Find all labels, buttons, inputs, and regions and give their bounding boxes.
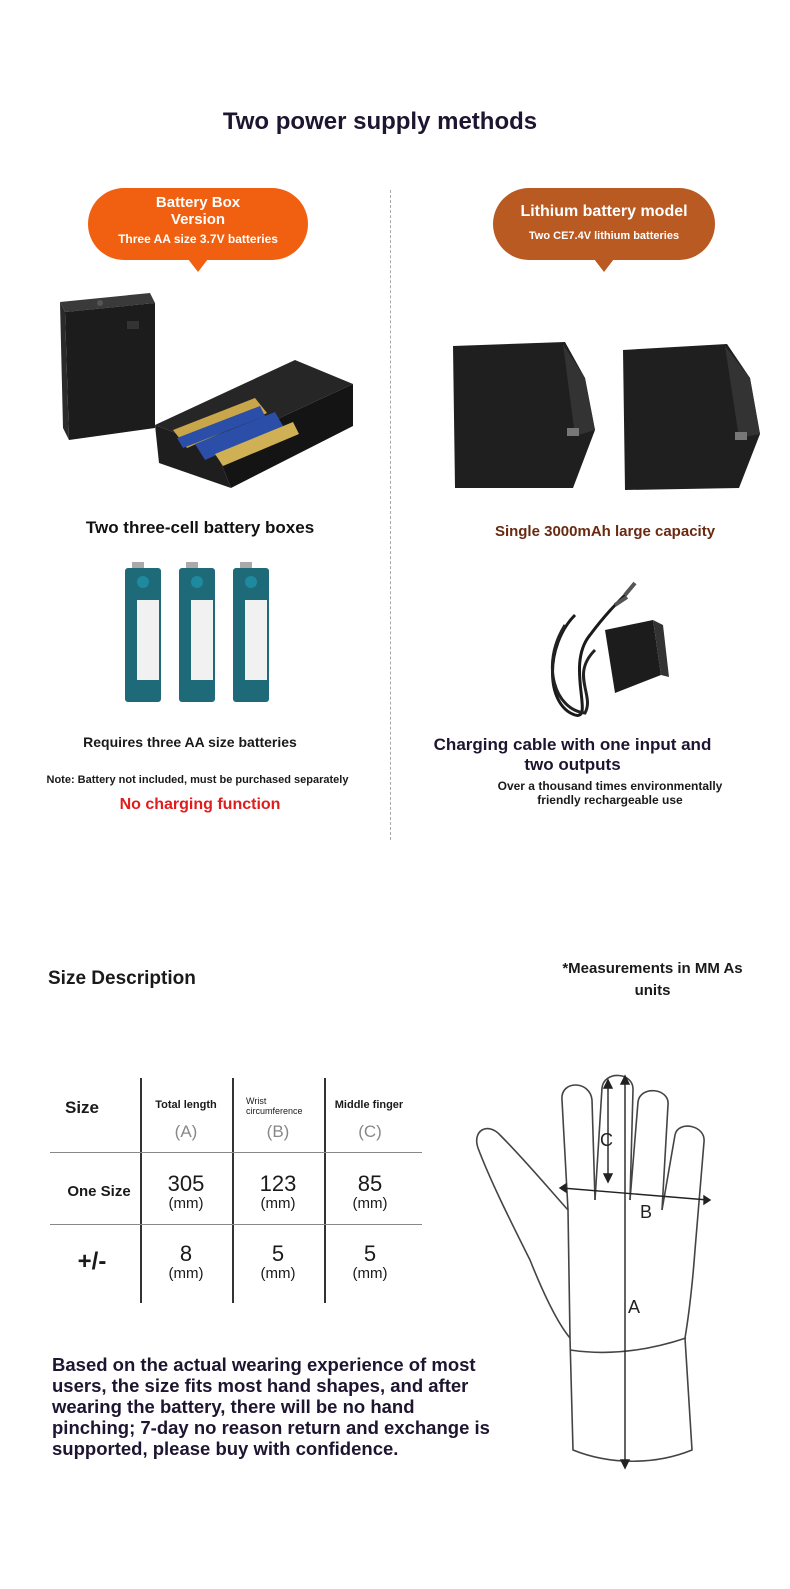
measurement-units-note: *Measurements in MM As units [562, 960, 743, 999]
battery-not-included-note: Note: Battery not included, must be purchased separately [46, 774, 349, 786]
tolerance-wrist [232, 1242, 324, 1282]
size-description-heading: Size Description [48, 968, 196, 989]
lithium-badge-title: Lithium battery model [520, 203, 688, 220]
value-unit: (mm) [168, 1195, 204, 1212]
battery-box-illustration [55, 288, 360, 503]
table-rule [50, 1152, 422, 1153]
value-unit: (mm) [260, 1265, 296, 1282]
glove-label-b: B [640, 1202, 653, 1222]
aa-batteries-caption: Requires three AA size batteries [83, 734, 297, 750]
header-wrist-circumference: Wrist circumference [246, 1096, 303, 1116]
tolerance-total-length [140, 1242, 232, 1282]
charging-cable-illustration [535, 575, 675, 725]
header-total-length: Total length [155, 1099, 217, 1111]
row-label-one-size: One Size [67, 1183, 131, 1200]
header-middle-finger: Middle finger [334, 1099, 404, 1111]
value-number: 5 [271, 1241, 285, 1266]
section-divider [390, 190, 391, 840]
size-header-label: Size [64, 1098, 100, 1117]
value-unit: (mm) [168, 1265, 204, 1282]
battery-box-badge-subtitle: Three AA size 3.7V batteries [118, 232, 278, 246]
value-number: 85 [357, 1171, 383, 1196]
row-label-tolerance: +/- [77, 1248, 107, 1275]
value-unit: (mm) [352, 1195, 388, 1212]
header-letter-c: (C) [358, 1122, 382, 1141]
value-number: 123 [259, 1171, 297, 1196]
aa-batteries-illustration [122, 560, 272, 705]
page-title: Two power supply methods [222, 108, 538, 135]
value-total-length [140, 1172, 232, 1212]
fit-description: Based on the actual wearing experience of most users, the size fits most hand shapes, and after wearing the battery, there will be no hand pinching; 7-day no reason return and exchange is supported, please buy with confidence. [52, 1354, 490, 1459]
capacity-caption: Single 3000mAh large capacity [494, 523, 716, 540]
value-number: 305 [167, 1171, 205, 1196]
rechargeable-caption: Over a thousand times environmentally friendly rechargeable use [497, 779, 723, 807]
glove-label-a: A [628, 1297, 641, 1317]
header-letter-a: (A) [174, 1122, 198, 1141]
battery-box-badge [88, 188, 308, 260]
value-unit: (mm) [260, 1195, 296, 1212]
header-letter-b: (B) [266, 1122, 290, 1141]
tolerance-middle-finger [324, 1242, 416, 1282]
charging-cable-caption: Charging cable with one input and two outputs [433, 735, 712, 774]
lithium-battery-badge [493, 188, 715, 260]
value-number: 8 [179, 1241, 193, 1266]
glove-label-c: C [600, 1130, 613, 1150]
lithium-badge-subtitle: Two CE7.4V lithium batteries [528, 230, 680, 242]
value-number: 5 [363, 1241, 377, 1266]
size-table [50, 1078, 425, 1303]
value-unit: (mm) [352, 1265, 388, 1282]
battery-boxes-caption: Two three-cell battery boxes [85, 518, 315, 537]
battery-box-badge-title: Battery Box Version [155, 194, 241, 228]
table-rule [50, 1224, 422, 1225]
no-charging-warning: No charging function [119, 796, 281, 813]
glove-diagram [470, 1070, 720, 1475]
value-wrist [232, 1172, 324, 1212]
value-middle-finger [324, 1172, 416, 1212]
lithium-battery-illustration [445, 338, 775, 498]
